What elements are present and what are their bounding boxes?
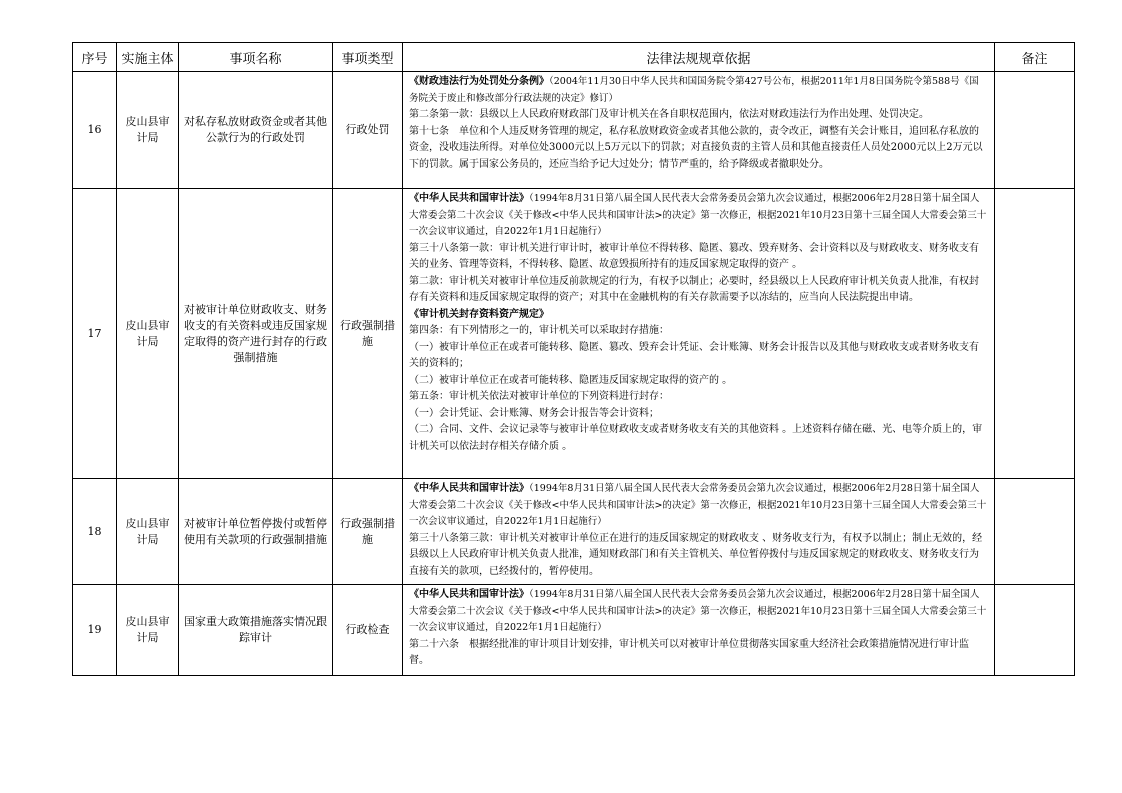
cell-basis: [403, 72, 995, 189]
law-text: 第二条第一款：县级以上人民政府财政部门及审计机关在各自职权范围内，依法对财政违法行为作出处理、处罚决定。: [409, 109, 929, 120]
cell-basis: [403, 189, 995, 479]
law-title: 《财政违法行为处罚处分条例》: [409, 76, 549, 87]
cell-note: [995, 189, 1075, 479]
cell-org: 皮山县审计局: [117, 72, 179, 189]
law-title: 《中华人民共和国审计法》: [409, 589, 529, 600]
law-title: 《审计机关封存资料资产规定》: [409, 308, 549, 320]
law-text: 第四条：有下列情形之一的，审计机关可以采取封存措施：: [409, 325, 669, 336]
law-text: 第五条：审计机关依法对被审计单位的下列资料进行封存：: [409, 391, 669, 402]
cell-type: 行政检查: [333, 585, 403, 676]
table-row: [73, 72, 1075, 189]
law-text: （1994年8月31日第八届全国人民代表大会常务委员会第九次会议通过，根据2006年2月28日第十届全国人大常委会第二十次会议《关于修改<中华人民共和国审计法>的决定》第一次修正，根据2021年10月23日第十三届全国人大常委会第三十一次会议审议通过，自2022年1月1日起施行）: [409, 483, 987, 527]
law-text: （一）被审计单位正在或者可能转移、隐匿、篡改、毁弃会计凭证、会计账簿、财务会计报告以及其他与财政收支或者财务收支有关的资料的；: [409, 341, 979, 369]
law-text: 第二十六条 根据经批准的审计项目计划安排，审计机关可以对被审计单位贯彻落实国家重大经济社会政策措施情况进行审计监督。: [409, 638, 969, 666]
cell-basis: [403, 585, 995, 676]
law-text: （2004年11月30日中华人民共和国国务院令第427号公布，根据2011年1月8日国务院令第588号《国务院关于废止和修改部分行政法规的决定》修订）: [409, 76, 979, 104]
cell-seq: 19: [73, 585, 117, 676]
table-header-row: [73, 43, 1075, 72]
cell-basis: [403, 479, 995, 585]
law-text: 第三十八条第一款：审计机关进行审计时，被审计单位不得转移、隐匿、篡改、毁弃财务、会计资料以及与财政收支、财务收支有关的业务、管理等资料，不得转移、隐匿、故意毁损所持有的违反国家规定取得的资产 。: [409, 242, 979, 270]
law-title: 《中华人民共和国审计法》: [409, 193, 529, 204]
law-text: （一）会计凭证、会计账簿、财务会计报告等会计资料；: [409, 407, 659, 419]
law-text: （1994年8月31日第八届全国人民代表大会常务委员会第九次会议通过，根据2006年2月28日第十届全国人大常委会第二十次会议《关于修改<中华人民共和国审计法>的决定》第一次修正，根据2021年10月23日第十三届全国人大常委会第三十一次会议审议通过，自2022年1月1日起施行）: [409, 589, 987, 633]
law-text: （二）被审计单位正在或者可能转移、隐匿违反国家规定取得的资产的 。: [409, 374, 733, 386]
cell-note: [995, 72, 1075, 189]
cell-seq: 17: [73, 189, 117, 479]
header-type: 事项类型: [333, 43, 403, 72]
cell-org: 皮山县审计局: [117, 189, 179, 479]
cell-seq: 16: [73, 72, 117, 189]
cell-name: 对私存私放财政资金或者其他公款行为的行政处罚: [179, 72, 333, 189]
cell-org: 皮山县审计局: [117, 479, 179, 585]
table-row: [73, 585, 1075, 676]
cell-type: 行政强制措施: [333, 189, 403, 479]
cell-seq: 18: [73, 479, 117, 585]
header-name: 事项名称: [179, 43, 333, 72]
legal-basis-table: [72, 42, 1075, 676]
law-text: 第三十八条第三款：审计机关对被审计单位正在进行的违反国家规定的财政收支 、财务收支行为，有权予以制止；制止无效的，经县级以上人民政府审计机关负责人批准，通知财政部门和有关主管机关、单位暂停拨付与违反国家规定的财政收支、财务收支行为直接有关的款项，已经拨付的，暂停使用。: [409, 532, 983, 577]
cell-name: 对被审计单位暂停拨付或暂停使用有关款项的行政强制措施: [179, 479, 333, 585]
header-seq: 序号: [73, 43, 117, 72]
header-org: 实施主体: [117, 43, 179, 72]
cell-note: [995, 479, 1075, 585]
table-row: [73, 189, 1075, 479]
table-row: [73, 479, 1075, 585]
law-text: （1994年8月31日第八届全国人民代表大会常务委员会第九次会议通过，根据2006年2月28日第十届全国人大常委会第二十次会议《关于修改<中华人民共和国审计法>的决定》第一次修正，根据2021年10月23日第十三届全国人大常委会第三十一次会议审议通过，自2022年1月1日起施行）: [409, 193, 987, 237]
cell-note: [995, 585, 1075, 676]
cell-name: 对被审计单位财政收支、财务收支的有关资料或违反国家规定取得的资产进行封存的行政强制措施: [179, 189, 333, 479]
law-text: 第二款：审计机关对被审计单位违反前款规定的行为，有权予以制止；必要时，经县级以上人民政府审计机关负责人批准，有权封存有关资料和违反国家规定取得的资产；对其中在金融机构的有关存款需要予以冻结的，应当向人民法院提出申请。: [409, 275, 979, 303]
law-text: 第十七条 单位和个人违反财务管理的规定，私存私放财政资金或者其他公款的，责令改正，调整有关会计账目，追回私存私放的资金，没收违法所得。对单位处3000元以上5万元以下的罚款；对直接负责的主管人员和其他直接责任人员处2000元以上2万元以下的罚款。属于国家公务员的，还应当给予记大过处分；情节严重的，给予降级或者撤职处分。: [409, 125, 983, 170]
header-basis: 法律法规规章依据: [403, 43, 995, 72]
cell-name: 国家重大政策措施落实情况跟踪审计: [179, 585, 333, 676]
header-note: 备注: [995, 43, 1075, 72]
law-title: 《中华人民共和国审计法》: [409, 483, 529, 494]
cell-type: 行政强制措施: [333, 479, 403, 585]
law-text: （二）合同、文件、会议记录等与被审计单位财政收支或者财务收支有关的其他资料 。上述资料存储在磁、光、电等介质上的，审计机关可以依法封存相关存储介质 。: [409, 424, 983, 452]
cell-type: 行政处罚: [333, 72, 403, 189]
cell-org: 皮山县审计局: [117, 585, 179, 676]
